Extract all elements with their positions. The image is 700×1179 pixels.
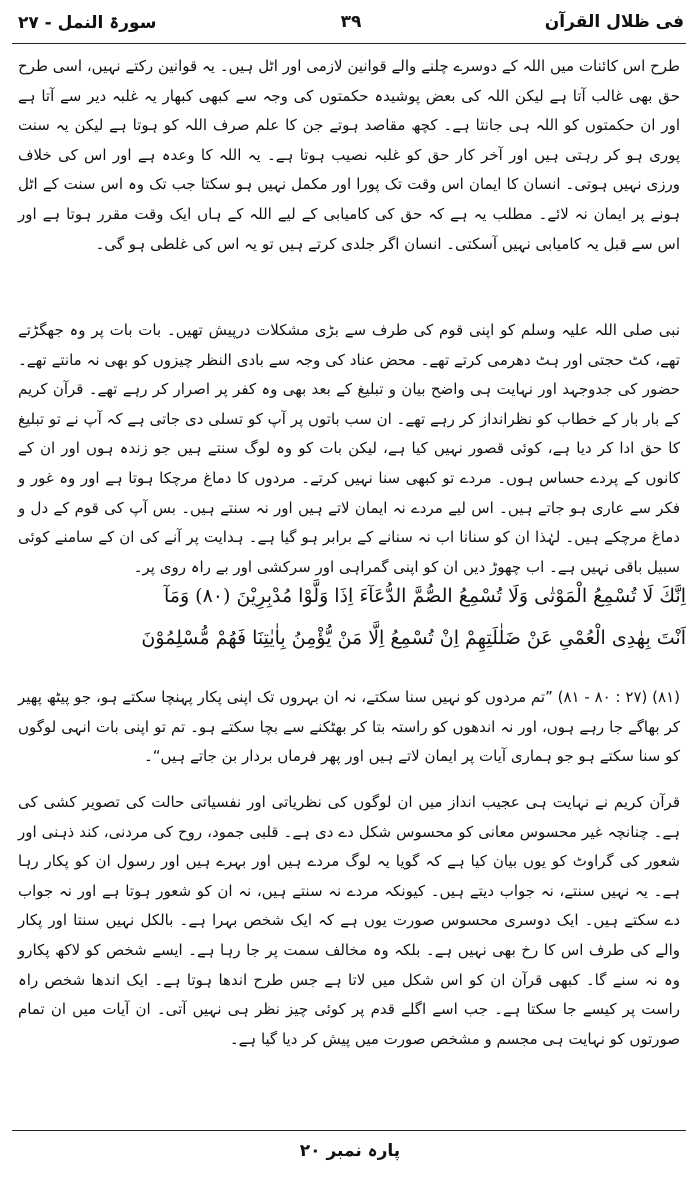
quran-ayah-block: [14, 575, 686, 659]
ayah-line-2: اَنْتَ بِهٰدِى الْعُمْىِ عَنْ ضَلٰلَتِهِمْ اِنْ تُسْمِعُ اِلَّا مَنْ يُّؤْمِنُ بِاٰيٰتِنَا فَهُمْ مُّسْلِمُوْنَ: [141, 627, 686, 649]
footer-divider: [12, 1130, 686, 1131]
book-title: فی ظلال القرآن: [544, 12, 684, 32]
paragraph-2-text: نبی صلی اللہ علیہ وسلم کو اپنی قوم کی طرف سے بڑی مشکلات درپیش تھیں۔ بات بات پر وہ جھگڑتے تھے، کٹ حجتی اور ہٹ دھرمی کرتے تھے۔ محض عناد کی وجہ سے بادی النظر چیزوں کو بھی نہ مانتے تھے۔ حضور کی جدوجہد اور نہایت ہی واضح بیان و تبلیغ کے بعد بھی وہ کفر پر اصرار کر رہے تھے۔ قرآن کریم کے بار بار کے خطاب کو نظرانداز کر رہے تھے۔ ان سب باتوں پر آپ کو تسلی دی جاتی ہے کہ آپ نے تو تبلیغ کا حق ادا کر دیا ہے، کوئی قصور نہیں کیا ہے، لیکن بات کو وہ لوگ سنتے ہیں جو زندہ ہوں اور ان کے کانوں کے پردے حساس ہوں۔ مردے تو کبھی سنا نہیں کرتے۔ مردوں کا دماغ مرچکا ہوتا ہے اور وہ غور و فکر سے عاری ہو جاتے ہیں۔ اس لیے مردے نہ ایمان لاتے ہیں اور نہ سنتے ہیں۔ بس آپ کی قوم کے دل و دماغ مرچکے ہیں۔ لہٰذا ان کو سنانا اب نہ سنانے کے برابر ہو گیا ہے۔ ہدایت پر آنے کی ان کے سامنے کوئی سبیل باقی نہیں ہے۔ اب چھوڑ دیں ان کو اپنی گمراہی اور سرکشی اور بے راہ روی پر۔: [18, 321, 680, 576]
paragraph-3-text: (۸۱) (۲۷ : ۸۰ - ۸۱) ”تم مردوں کو نہیں سنا سکتے، نہ ان بہروں تک اپنی پکار پہنچا سکتے ہو، جو پیٹھ پھیر کر بھاگے جا رہے ہوں، اور نہ اندھوں کو راستہ بتا کر بھٹکنے سے بچا سکتے ہو۔ تم تو اپنی بات انہی لوگوں کو سنا سکتے ہو جو ہماری آیات پر ایمان لاتے ہیں اور پھر فرماں بردار بن جاتے ہیں“۔: [18, 688, 680, 766]
paragraph-1: [18, 52, 680, 259]
ayah-line-1: اِنَّكَ لَا تُسْمِعُ الْمَوْتٰى وَلَا تُسْمِعُ الصُّمَّ الدُّعَآءَ اِذَا وَلَّوْا مُدْبِرِيْنَ (۸۰) وَمَآ: [164, 585, 686, 607]
surah-label: سورۃ النمل - ۲۷: [18, 13, 157, 33]
page-number: ۳۹: [340, 12, 362, 32]
running-header: [18, 6, 684, 42]
para-footer: پارہ نمبر ۲۰: [299, 1141, 401, 1161]
header-divider: [12, 43, 686, 44]
paragraph-4: [18, 788, 680, 1054]
paragraph-2: [18, 316, 680, 582]
paragraph-1-text: طرح اس کائنات میں اللہ کے دوسرے چلنے والے قوانین لازمی اور اٹل ہیں۔ یہ قوانین رکتے نہیں، اسی طرح حق بھی غالب آتا ہے لیکن اللہ کی بعض پوشیدہ حکمتوں کی وجہ سے کبھی کبھار یہ غلبہ دیر سے آتا ہے اور ان حکمتوں کو اللہ ہی جانتا ہے۔ کچھ مقاصد ہوتے جن کا علم صرف اللہ کو ہوتا ہے لیکن یہ سنت پوری ہو کر رہتی ہیں اور آخر کار حق کو غلبہ نصیب ہوتا ہے۔ یہ اللہ کا وعدہ ہے اور اس کی خلاف ورزی نہیں ہوتی۔ انسان کا ایمان اس وقت تک پورا اور مکمل نہیں ہو سکتا جب تک وہ اس سنت کے اٹل ہونے پر ایمان نہ لائے۔ مطلب یہ ہے کہ حق کی کامیابی کے لیے اللہ کے ہاں ایک وقت مقرر ہوتا ہے اور اس سے قبل یہ کامیابی نہیں آسکتی۔ انسان اگر جلدی کرتے ہیں تو یہ اس کی غلطی ہو گی۔: [18, 57, 680, 253]
paragraph-3: [18, 683, 680, 772]
paragraph-4-text: قرآن کریم نے نہایت ہی عجیب انداز میں ان لوگوں کی نظریاتی اور نفسیاتی حالت کی تصویر کشی کی ہے۔ چنانچہ غیر محسوس معانی کو محسوس شکل دے دی ہے۔ قلبی جمود، روح کی مردنی، کند ذہنی اور شعور کی گراوٹ کو یوں بیان کیا ہے کہ گویا یہ لوگ مردے ہیں اور بہرے ہیں اور رسول ان کو پکار رہا ہے۔ یہ نہیں سنتے، نہ جواب دیتے ہیں۔ کیونکہ مردے نہ سنتے ہیں، نہ ان کو شعور ہوتا ہے اور نہ جواب دے سکتے ہیں۔ ایک دوسری محسوس صورت یوں ہے کہ ایک شخص بہرا ہے۔ بالکل نہیں سنتا اور پکار والے کی طرف اس کا رخ بھی نہیں ہے۔ بلکہ وہ مخالف سمت پر جا رہا ہے۔ ایسے شخص کو لاکھ پکارو وہ نہ سنے گا۔ کبھی قرآن ان کو اس شکل میں لاتا ہے جس طرح اندھا ہوتا ہے۔ ایک اندھا شخص راہ راست پر کیسے جا سکتا ہے۔ جب اسے اگلے قدم پر کوئی چیز نظر ہی نہیں آتی۔ ان آیات میں ان تمام صورتوں کو نہایت ہی مجسم و مشخص صورت میں پیش کر دیا گیا ہے۔: [18, 793, 680, 1048]
